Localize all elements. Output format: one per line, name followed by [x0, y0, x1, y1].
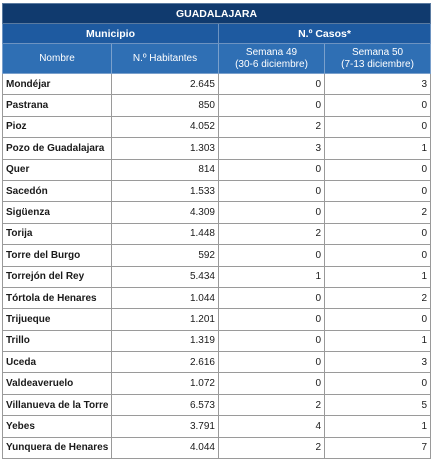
- table-row: [3, 416, 431, 437]
- semana49-cases-cell: 0: [219, 180, 325, 201]
- semana50-cases-cell: 0: [325, 309, 431, 330]
- semana50-cases-cell: 0: [325, 180, 431, 201]
- cases-table-container: [2, 3, 430, 459]
- table-row: [3, 95, 431, 116]
- semana49-cases-cell: 2: [219, 437, 325, 458]
- municipio-name-cell: Mondéjar: [3, 74, 112, 95]
- table-row: [3, 159, 431, 180]
- table-row: [3, 394, 431, 415]
- habitantes-cell: 2.645: [112, 74, 219, 95]
- municipio-name-cell: Valdeaveruelo: [3, 373, 112, 394]
- municipio-name-cell: Trillo: [3, 330, 112, 351]
- semana50-cases-cell: 2: [325, 287, 431, 308]
- semana50-cases-cell: 0: [325, 373, 431, 394]
- municipio-name-cell: Torrejón del Rey: [3, 266, 112, 287]
- habitantes-cell: 3.791: [112, 416, 219, 437]
- table-title-row: [3, 4, 431, 24]
- semana50-cases-cell: 5: [325, 394, 431, 415]
- semana49-column-header: [219, 44, 325, 74]
- municipio-name-cell: Sigüenza: [3, 202, 112, 223]
- habitantes-cell: 4.309: [112, 202, 219, 223]
- habitantes-column-header: N.º Habitantes: [112, 44, 219, 74]
- habitantes-cell: 592: [112, 245, 219, 266]
- habitantes-cell: 4.044: [112, 437, 219, 458]
- semana49-cases-cell: 4: [219, 416, 325, 437]
- column-header-row: [3, 44, 431, 74]
- table-row: [3, 266, 431, 287]
- semana50-label: Semana 50: [351, 46, 404, 58]
- table-title: GUADALAJARA: [3, 4, 431, 24]
- table-row: [3, 138, 431, 159]
- habitantes-cell: 1.201: [112, 309, 219, 330]
- table-row: [3, 245, 431, 266]
- semana50-column-header: [325, 44, 431, 74]
- cases-table: [2, 3, 431, 459]
- table-row: [3, 352, 431, 373]
- habitantes-cell: 814: [112, 159, 219, 180]
- table-row: [3, 116, 431, 137]
- semana49-cases-cell: 0: [219, 159, 325, 180]
- semana49-cases-cell: 2: [219, 394, 325, 415]
- semana50-cases-cell: 1: [325, 330, 431, 351]
- table-row: [3, 309, 431, 330]
- municipio-name-cell: Quer: [3, 159, 112, 180]
- municipio-name-cell: Yebes: [3, 416, 112, 437]
- table-row: [3, 287, 431, 308]
- semana49-cases-cell: 1: [219, 266, 325, 287]
- nombre-column-header: Nombre: [3, 44, 112, 74]
- semana49-cases-cell: 0: [219, 373, 325, 394]
- semana50-cases-cell: 0: [325, 245, 431, 266]
- group-header-row: [3, 24, 431, 44]
- table-row: [3, 437, 431, 458]
- municipio-name-cell: Uceda: [3, 352, 112, 373]
- semana50-cases-cell: 3: [325, 352, 431, 373]
- municipio-name-cell: Sacedón: [3, 180, 112, 201]
- municipio-name-cell: Torija: [3, 223, 112, 244]
- semana50-dates: (7-13 diciembre): [341, 58, 414, 70]
- semana50-cases-cell: 1: [325, 416, 431, 437]
- habitantes-cell: 6.573: [112, 394, 219, 415]
- table-row: [3, 373, 431, 394]
- habitantes-cell: 5.434: [112, 266, 219, 287]
- semana50-cases-cell: 0: [325, 95, 431, 116]
- municipio-name-cell: Yunquera de Henares: [3, 437, 112, 458]
- semana49-dates: (30-6 diciembre): [235, 58, 308, 70]
- table-row: [3, 223, 431, 244]
- semana49-cases-cell: 0: [219, 352, 325, 373]
- habitantes-cell: 4.052: [112, 116, 219, 137]
- table-body: [3, 74, 431, 459]
- municipio-name-cell: Pozo de Guadalajara: [3, 138, 112, 159]
- semana50-cases-cell: 0: [325, 223, 431, 244]
- semana49-cases-cell: 0: [219, 74, 325, 95]
- semana49-cases-cell: 0: [219, 309, 325, 330]
- municipio-name-cell: Pastrana: [3, 95, 112, 116]
- habitantes-cell: 1.533: [112, 180, 219, 201]
- semana49-cases-cell: 3: [219, 138, 325, 159]
- habitantes-cell: 1.072: [112, 373, 219, 394]
- semana49-cases-cell: 0: [219, 202, 325, 223]
- semana50-cases-cell: 0: [325, 159, 431, 180]
- semana49-cases-cell: 2: [219, 223, 325, 244]
- semana50-cases-cell: 1: [325, 138, 431, 159]
- semana49-cases-cell: 0: [219, 287, 325, 308]
- casos-group-header: N.º Casos*: [219, 24, 431, 44]
- habitantes-cell: 1.319: [112, 330, 219, 351]
- table-row: [3, 202, 431, 223]
- municipio-name-cell: Trijueque: [3, 309, 112, 330]
- semana50-cases-cell: 1: [325, 266, 431, 287]
- semana49-label: Semana 49: [245, 46, 298, 58]
- semana49-cases-cell: 0: [219, 245, 325, 266]
- semana49-cases-cell: 0: [219, 330, 325, 351]
- table-row: [3, 330, 431, 351]
- municipio-name-cell: Torre del Burgo: [3, 245, 112, 266]
- semana49-cases-cell: 0: [219, 95, 325, 116]
- habitantes-cell: 1.044: [112, 287, 219, 308]
- table-row: [3, 180, 431, 201]
- habitantes-cell: 2.616: [112, 352, 219, 373]
- semana50-cases-cell: 7: [325, 437, 431, 458]
- semana50-cases-cell: 0: [325, 116, 431, 137]
- municipio-name-cell: Villanueva de la Torre: [3, 394, 112, 415]
- habitantes-cell: 1.448: [112, 223, 219, 244]
- municipio-name-cell: Tórtola de Henares: [3, 287, 112, 308]
- semana50-cases-cell: 3: [325, 74, 431, 95]
- habitantes-cell: 1.303: [112, 138, 219, 159]
- municipio-group-header: Municipio: [3, 24, 219, 44]
- semana50-cases-cell: 2: [325, 202, 431, 223]
- municipio-name-cell: Pioz: [3, 116, 112, 137]
- table-row: [3, 74, 431, 95]
- semana49-cases-cell: 2: [219, 116, 325, 137]
- habitantes-cell: 850: [112, 95, 219, 116]
